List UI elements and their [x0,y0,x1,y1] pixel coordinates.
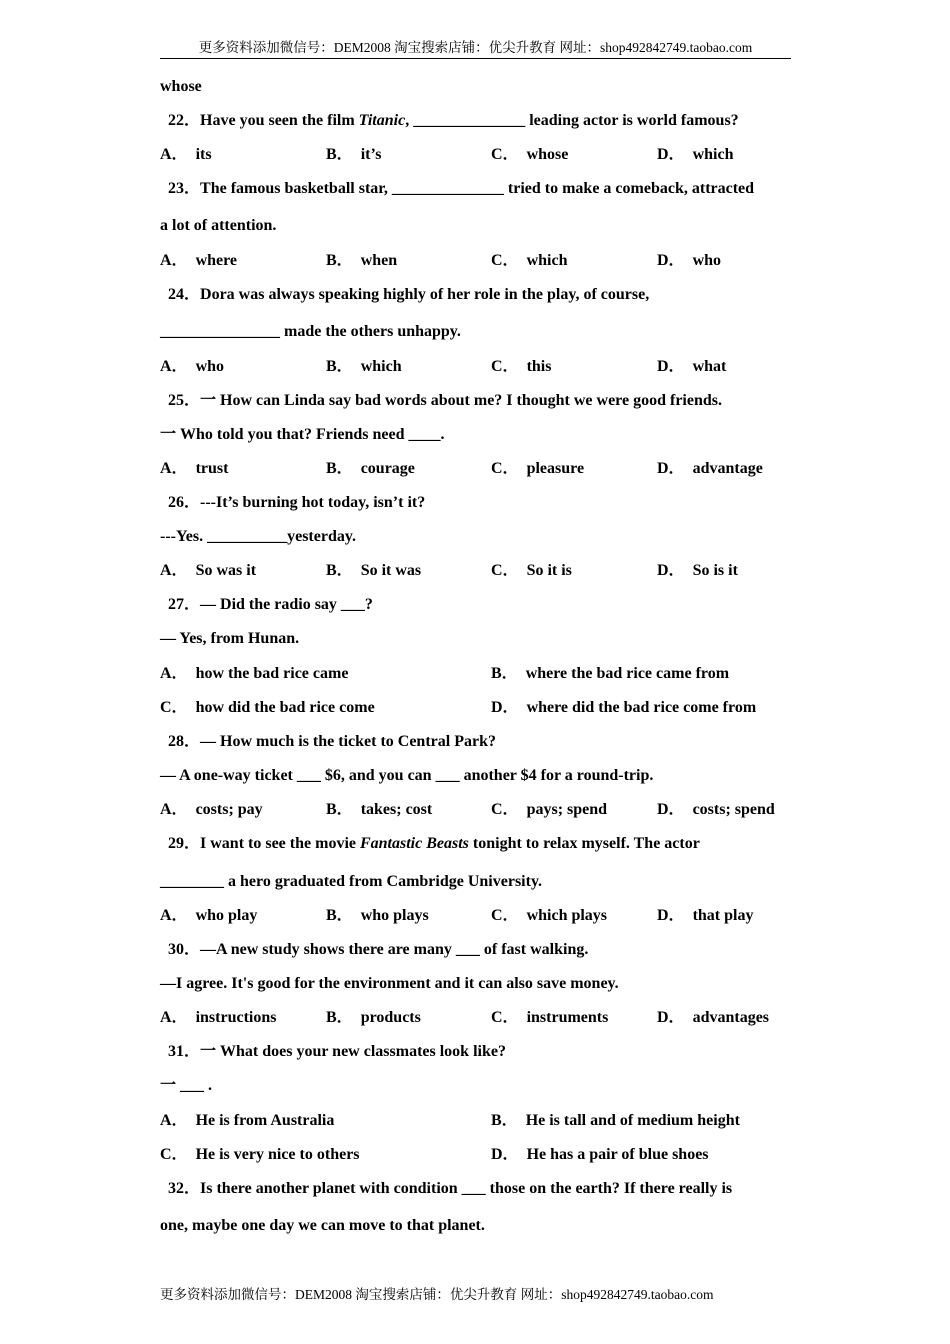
option-c[interactable]: C． how did the bad rice come [160,699,375,716]
option-c[interactable]: C． pleasure [491,460,585,477]
option-d[interactable]: D． who [657,252,722,269]
option-b[interactable]: B． where the bad rice came from [491,665,730,682]
option-b[interactable]: B． products [326,1009,421,1026]
option-b[interactable]: B． who plays [326,907,429,924]
question-26: 26．---It’s burning hot today, isn’t it? [168,494,426,511]
question-30-cont: —I agree. It's good for the environment and it can also save money. [160,975,619,992]
option-c[interactable]: C． He is very nice to others [160,1146,360,1163]
question-28-cont: — A one-way ticket ___ $6, and you can ___ another $4 for a round-trip. [160,767,654,784]
option-b[interactable]: B． courage [326,460,415,477]
question-31: 31．一 What does your new classmates look like? [168,1043,506,1060]
option-b[interactable]: B． it’s [326,146,382,163]
option-d[interactable]: D． advantage [657,460,763,477]
question-23-cont: a lot of attention. [160,217,277,234]
option-a[interactable]: A． how the bad rice came [160,665,349,682]
option-d[interactable]: D． which [657,146,734,163]
option-d[interactable]: D． what [657,358,727,375]
question-29-cont: ________ a hero graduated from Cambridge University. [160,873,543,890]
option-d[interactable]: D． So is it [657,562,738,579]
page-header: 更多资料添加微信号：DEM2008 淘宝搜索店铺：优尖升教育 网址：shop492842749.taobao.com [160,38,791,59]
question-24: 24．Dora was always speaking highly of her role in the play, of course, [168,286,650,303]
movie-title: Fantastic Beasts [359,835,469,852]
question-26-cont: ---Yes. __________yesterday. [160,528,356,545]
question-25-cont: 一 Who told you that? Friends need ____. [160,426,445,443]
option-a[interactable]: A． trust [160,460,229,477]
question-24-cont: _______________ made the others unhappy. [160,323,461,340]
option-c[interactable]: C． this [491,358,552,375]
question-25: 25．一 How can Linda say bad words about me? I thought we were good friends. [168,392,722,409]
option-b[interactable]: B． takes; cost [326,801,433,818]
option-d[interactable]: D． costs; spend [657,801,775,818]
option-d[interactable]: D． where did the bad rice come from [491,699,757,716]
option-c[interactable]: C． which plays [491,907,608,924]
question-31-cont: 一 ___ . [160,1077,213,1094]
film-title: Titanic [358,112,406,129]
option-a[interactable]: A． who [160,358,225,375]
option-c[interactable]: C． whose [491,146,569,163]
question-27-cont: — Yes, from Hunan. [160,630,300,647]
option-d[interactable]: D． advantages [657,1009,770,1026]
option-a[interactable]: A． He is from Australia [160,1112,335,1129]
option-a[interactable]: A． its [160,146,212,163]
option-a[interactable]: A． who play [160,907,258,924]
question-text: , ______________ leading actor is world famous? [405,112,739,129]
option-b[interactable]: B． So it was [326,562,422,579]
question-23: 23．The famous basketball star, ______________ tried to make a comeback, attracted [168,180,755,197]
question-text: Have you seen the film [200,112,359,129]
option-a[interactable]: A． costs; pay [160,801,263,818]
option-c[interactable]: C． So it is [491,562,572,579]
question-29: 29．I want to see the movie Fantastic Beasts tonight to relax myself. The actor [168,835,700,852]
option-a[interactable]: A． So was it [160,562,257,579]
option-b[interactable]: B． He is tall and of medium height [491,1112,740,1129]
option-b[interactable]: B． when [326,252,398,269]
question-27: 27．— Did the radio say ___? [168,596,373,613]
page-footer: 更多资料添加微信号：DEM2008 淘宝搜索店铺：优尖升教育 网址：shop492842749.taobao.com [160,1287,714,1302]
option-c[interactable]: C． which [491,252,568,269]
option-c[interactable]: C． instruments [491,1009,609,1026]
option-b[interactable]: B． which [326,358,402,375]
question-32-cont: one, maybe one day we can move to that planet. [160,1217,485,1234]
question-30: 30．—A new study shows there are many ___ of fast walking. [168,941,589,958]
option-a[interactable]: A． instructions [160,1009,277,1026]
question-number: 22． [168,112,201,129]
question-32: 32．Is there another planet with condition ___ those on the earth? If there really is [168,1180,733,1197]
option-d[interactable]: D． that play [657,907,754,924]
option-c[interactable]: C． pays; spend [491,801,608,818]
option-a[interactable]: A． where [160,252,238,269]
question-22 [168,111,739,131]
answer-fragment: whose [160,78,202,95]
question-28: 28．— How much is the ticket to Central Park? [168,733,496,750]
option-d[interactable]: D． He has a pair of blue shoes [491,1146,709,1163]
